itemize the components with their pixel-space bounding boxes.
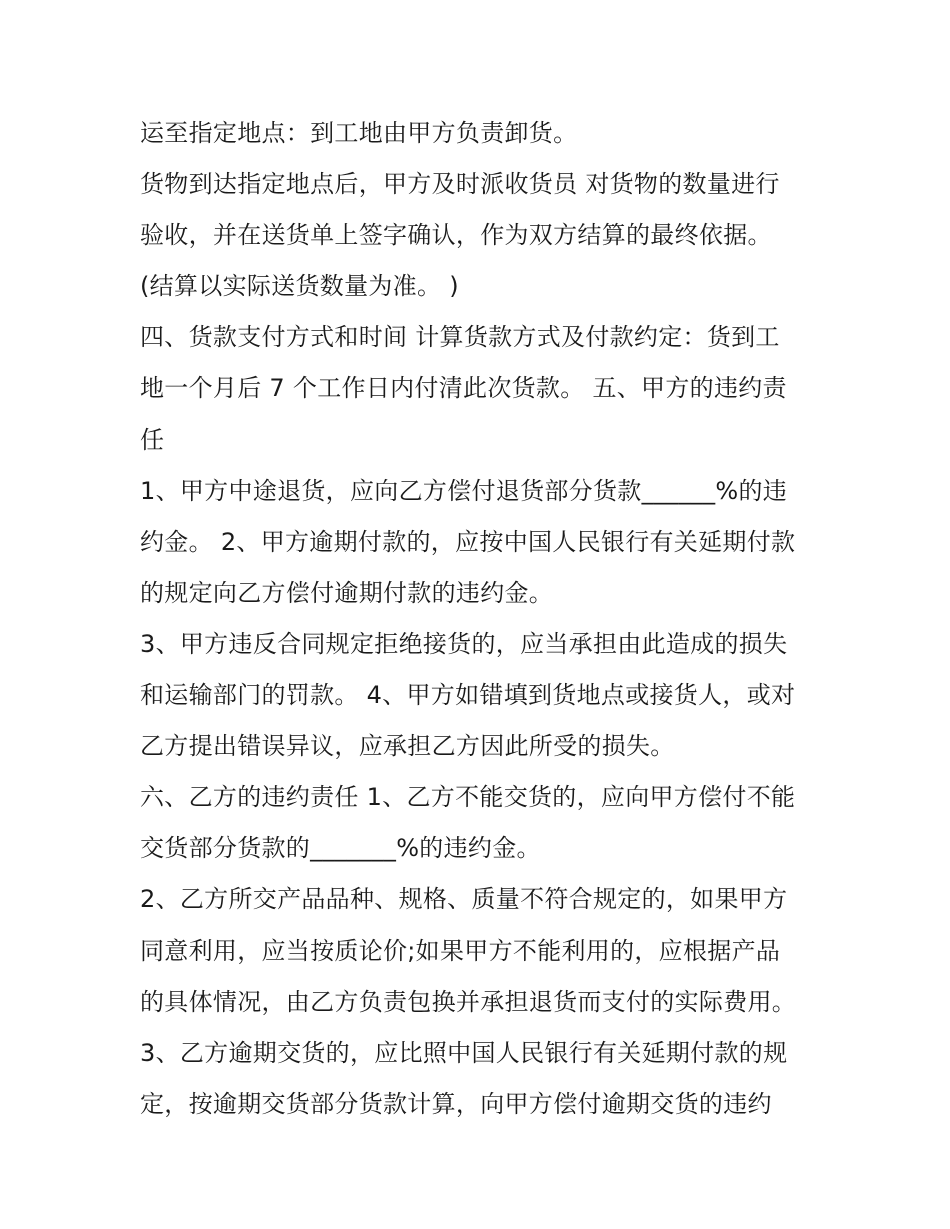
text-line: 六、乙方的违约责任 1、乙方不能交货的，应向甲方偿付不能 — [140, 783, 796, 812]
text-line: 1、甲方中途退货，应向乙方偿付退货部分货款______%的违 — [140, 476, 788, 505]
text-line: 和运输部门的罚款。 4、甲方如错填到货地点或接货人，或对 — [140, 681, 796, 710]
text-line: 货物到达指定地点后，甲方及时派收货员 对货物的数量进行 — [140, 170, 780, 199]
text-line: 的具体情况，由乙方负责包换并承担退货而支付的实际费用。 — [140, 987, 797, 1016]
text-line: 四、货款支付方式和时间 计算货款方式及付款约定：货到工 — [140, 323, 780, 352]
text-line: 任 — [140, 425, 165, 454]
text-line: 乙方提出错误异议，应承担乙方因此所受的损失。 — [140, 732, 675, 761]
document-body — [140, 108, 820, 1130]
text-line: 验收，并在送货单上签字确认，作为双方结算的最终依据。 — [140, 221, 772, 250]
text-line: 同意利用，应当按质论价;如果甲方不能利用的，应根据产品 — [140, 936, 781, 965]
text-line: 交货部分货款的_______%的违约金。 — [140, 834, 541, 863]
text-line: 2、乙方所交产品品种、规格、质量不符合规定的，如果甲方 — [140, 885, 788, 914]
text-line: 定，按逾期交货部分货款计算，向甲方偿付逾期交货的违约 — [140, 1089, 772, 1118]
text-line: 3、甲方违反合同规定拒绝接货的，应当承担由此造成的损失 — [140, 629, 788, 658]
text-line: 运至指定地点：到工地由甲方负责卸货。 — [140, 119, 578, 147]
text-line: 的规定向乙方偿付逾期付款的违约金。 — [140, 578, 554, 607]
text-line: 地一个月后 7 个工作日内付清此次货款。 五、甲方的违约责 — [140, 374, 787, 403]
text-line: 3、乙方逾期交货的，应比照中国人民银行有关延期付款的规 — [140, 1038, 788, 1067]
text-line: 约金。 2、甲方逾期付款的，应按中国人民银行有关延期付款 — [140, 527, 796, 556]
text-line: (结算以实际送货数量为准。 ) — [140, 272, 459, 301]
